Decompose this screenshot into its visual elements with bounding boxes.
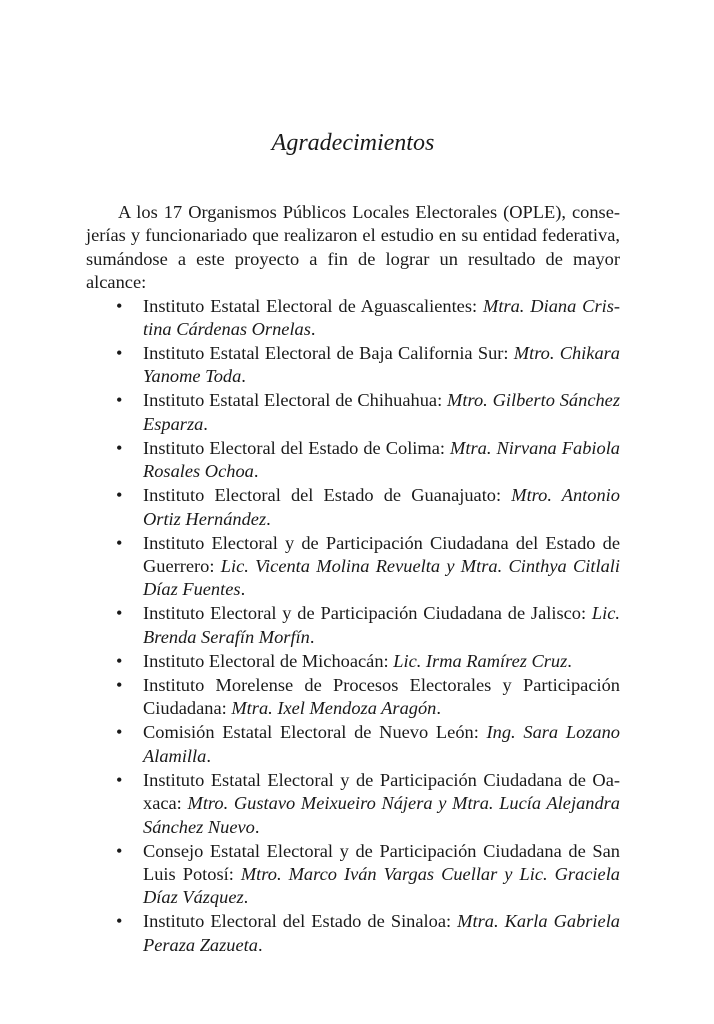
institution-name: Instituto Morelense de Procesos Electorales y Participación Ciudadana:	[143, 674, 620, 719]
bullet-icon: •	[116, 390, 123, 411]
item-end: .	[436, 698, 441, 719]
list-item	[86, 602, 620, 649]
item-end: .	[253, 461, 259, 482]
person-name: Mtra. Nirvana Fabiola Rosales Ochoa	[143, 437, 620, 482]
list-item	[86, 342, 620, 389]
item-end: .	[240, 579, 246, 600]
item-end: .	[206, 745, 211, 766]
document-page	[86, 0, 620, 957]
person-name: Mtra. Ixel Mendoza Aragón	[231, 698, 437, 719]
institution-name: Instituto Electoral y de Participación Ciudadana de Jalisco:	[143, 603, 592, 624]
item-end: .	[310, 319, 316, 340]
acknowledgement-list	[86, 295, 620, 958]
list-item	[86, 532, 620, 602]
institution-name: Comisión Estatal Electoral de Nuevo León:	[143, 722, 487, 743]
item-end: .	[254, 816, 260, 837]
list-item	[86, 910, 620, 957]
person-name: Mtra. Karla Gabriela Peraza Zazueta	[143, 911, 620, 955]
institution-name: Consejo Estatal Electoral y de Participación Ciudadana de San Luis Potosí:	[143, 840, 620, 884]
institution-name: Instituto Electoral del Estado de Guanajuato:	[143, 485, 512, 506]
person-name: Mtro. Marco Iván Vargas Cuellar y Lic. Graciela Díaz Vázquez	[143, 863, 620, 908]
person-name: Ing. Sara Lozano Alamilla	[143, 722, 621, 766]
institution-name: Instituto Electoral y de Participación Ciudadana del Estado de Guerrero:	[143, 532, 620, 577]
list-item	[86, 721, 620, 768]
bullet-icon: •	[116, 674, 123, 695]
item-end: .	[567, 650, 572, 671]
person-name: Mtro. Antonio Ortiz Hernández	[143, 485, 620, 529]
item-end: .	[241, 366, 246, 387]
person-name: Lic. Irma Ramírez Cruz	[393, 650, 568, 671]
item-end: .	[257, 934, 263, 955]
list-item	[86, 484, 620, 531]
page-title: Agradecimientos	[271, 130, 435, 156]
intro-paragraph: A los 17 Organismos Públicos Locales Electorales (OPLE), consejerías y funcionariado que realizaron el estudio en su entidad federativa, sumándose a este proyecto a fin de lograr un resultado de mayor alcance:	[86, 202, 620, 293]
person-name: Mtro. Gilberto Sánchez Esparza	[143, 390, 620, 434]
person-name: Lic. Vicenta Molina Revuelta y Mtra. Cinthya Citlali Díaz Fuentes	[143, 556, 621, 600]
institution-name: Instituto Estatal Electoral de Aguascalientes:	[143, 295, 484, 316]
person-name: Mtro. Gustavo Meixueiro Nájera y Mtra. Lucía Alejandra Sánchez Nuevo	[143, 793, 621, 837]
list-item	[86, 769, 620, 839]
item-end: .	[266, 508, 271, 529]
institution-name: Instituto Estatal Electoral y de Participación Ciudadana de Oaxaca:	[143, 769, 620, 814]
institution-name: Instituto Electoral del Estado de Colima:	[143, 437, 451, 458]
bullet-icon: •	[116, 295, 123, 316]
list-item	[86, 437, 620, 484]
list-item	[86, 650, 620, 673]
bullet-icon: •	[116, 532, 123, 553]
bullet-icon: •	[116, 603, 123, 624]
institution-name: Instituto Electoral del Estado de Sinaloa:	[143, 911, 458, 932]
institution-name: Instituto Electoral de Michoacán:	[143, 650, 394, 671]
item-end: .	[243, 887, 249, 908]
bullet-icon: •	[116, 722, 123, 743]
item-end: .	[309, 626, 315, 647]
item-end: .	[203, 413, 208, 434]
person-name: Mtra. Diana Cristina Cárdenas Ornelas	[143, 295, 620, 340]
list-item	[86, 295, 620, 342]
institution-name: Instituto Estatal Electoral de Chihuahua:	[143, 390, 448, 411]
institution-name: Instituto Estatal Electoral de Baja California Sur:	[143, 343, 514, 364]
bullet-icon: •	[116, 437, 123, 458]
person-name: Lic. Brenda Serafín Morfín	[143, 603, 620, 647]
person-name: Mtro. Chikara Yanome Toda	[143, 343, 620, 387]
list-item	[86, 389, 620, 436]
bullet-icon: •	[116, 343, 123, 364]
bullet-icon: •	[116, 485, 123, 506]
list-item	[86, 674, 620, 721]
bullet-icon: •	[116, 769, 123, 790]
list-item	[86, 840, 620, 910]
bullet-icon: •	[116, 650, 123, 671]
bullet-icon: •	[116, 911, 123, 932]
bullet-icon: •	[116, 840, 123, 861]
